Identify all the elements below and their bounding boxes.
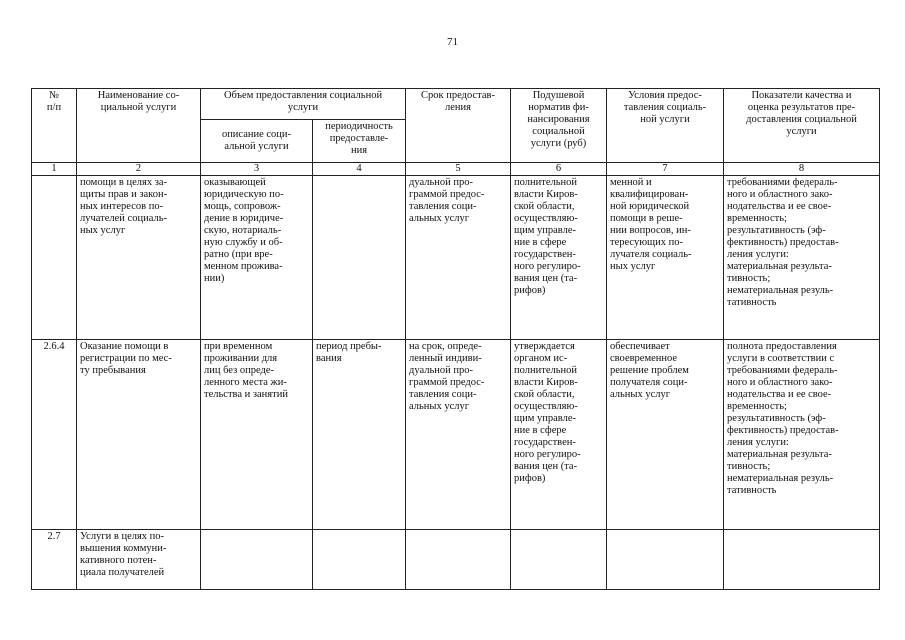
row-periodicity: период пребы- вания: [313, 340, 406, 530]
header-volume: Объем предоставления социальной услуги: [201, 89, 406, 120]
header-num: № п/п: [32, 89, 77, 163]
row-indicators: полнота предоставления услуги в соответствии с требованиями федераль- ного и областного зако- нодательства и ее свое- временность; результативность (эф- фективность) предостав- ления услуги: материальная результа- тивность; нематериальная резуль- тативность: [724, 340, 880, 530]
page-number: 71: [447, 36, 458, 48]
row-term: на срок, опреде- ленный индиви- дуальной про- граммой предос- тавления соци- альных услуг: [406, 340, 511, 530]
row-description: оказывающей юридическую по- мощь, сопровож- дение в юридиче- скую, нотариаль- ную службу и об- ратно (при вре- менном прожива- нии): [201, 176, 313, 340]
row-num: 2.7: [32, 530, 77, 590]
column-number: 5: [406, 163, 511, 176]
header-indicators: Показатели качества и оценка результатов пре- доставления социальной услуги: [724, 89, 880, 163]
row-periodicity: [313, 176, 406, 340]
row-description: [201, 530, 313, 590]
column-number: 1: [32, 163, 77, 176]
row-description: при временном проживании для лиц без опреде- ленного места жи- тельства и занятий: [201, 340, 313, 530]
column-number: 3: [201, 163, 313, 176]
table-row: [32, 176, 880, 340]
row-name: помощи в целях за- щиты прав и закон- ных интересов по- лучателей социаль- ных услуг: [77, 176, 201, 340]
header-periodicity: периодичность предоставле- ния: [313, 120, 406, 163]
column-number: 7: [607, 163, 724, 176]
row-conditions: менной и квалифицирован- ной юридической помощи в реше- нии вопросов, ин- тересующих по- лучателя социаль- ных услуг: [607, 176, 724, 340]
row-term: [406, 530, 511, 590]
column-number: 2: [77, 163, 201, 176]
row-indicators: требованиями федераль- ного и областного зако- нодательства и ее свое- временность; результативность (эф- фективность) предостав- ления услуги: материальная результа- тивность; нематериальная резуль- тативность: [724, 176, 880, 340]
row-name: Услуги в целях по- вышения коммуни- кативного потен- циала получателей: [77, 530, 201, 590]
table-row: [32, 340, 880, 530]
row-norm: полнительной власти Киров- ской области, осуществляю- щим управле- ние в сфере государствен- ного регулиро- вания цен (та- рифов): [511, 176, 607, 340]
row-conditions: обеспечивает своевременное решение проблем получателя соци- альных услуг: [607, 340, 724, 530]
row-indicators: [724, 530, 880, 590]
social-services-table: [31, 88, 880, 590]
row-norm: [511, 530, 607, 590]
row-norm: утверждается органом ис- полнительной власти Киров- ской области, осуществляю- щим управле- ние в сфере государствен- ного регулиро- вания цен (та- рифов): [511, 340, 607, 530]
row-term: дуальной про- граммой предос- тавления соци- альных услуг: [406, 176, 511, 340]
row-num: [32, 176, 77, 340]
column-number: 4: [313, 163, 406, 176]
table-row: [32, 530, 880, 590]
header-name: Наименование со- циальной услуги: [77, 89, 201, 163]
header-conditions: Условия предос- тавления социаль- ной услуги: [607, 89, 724, 163]
column-numbers-row: [32, 163, 880, 176]
column-number: 8: [724, 163, 880, 176]
row-periodicity: [313, 530, 406, 590]
column-number: 6: [511, 163, 607, 176]
header-norm: Подушевой норматив фи- нансирования социальной услуги (руб): [511, 89, 607, 163]
row-num: 2.6.4: [32, 340, 77, 530]
row-conditions: [607, 530, 724, 590]
row-name: Оказание помощи в регистрации по мес- ту пребывания: [77, 340, 201, 530]
header-description: описание соци- альной услуги: [201, 120, 313, 163]
header-row: [32, 89, 880, 120]
header-term: Срок предостав- ления: [406, 89, 511, 163]
